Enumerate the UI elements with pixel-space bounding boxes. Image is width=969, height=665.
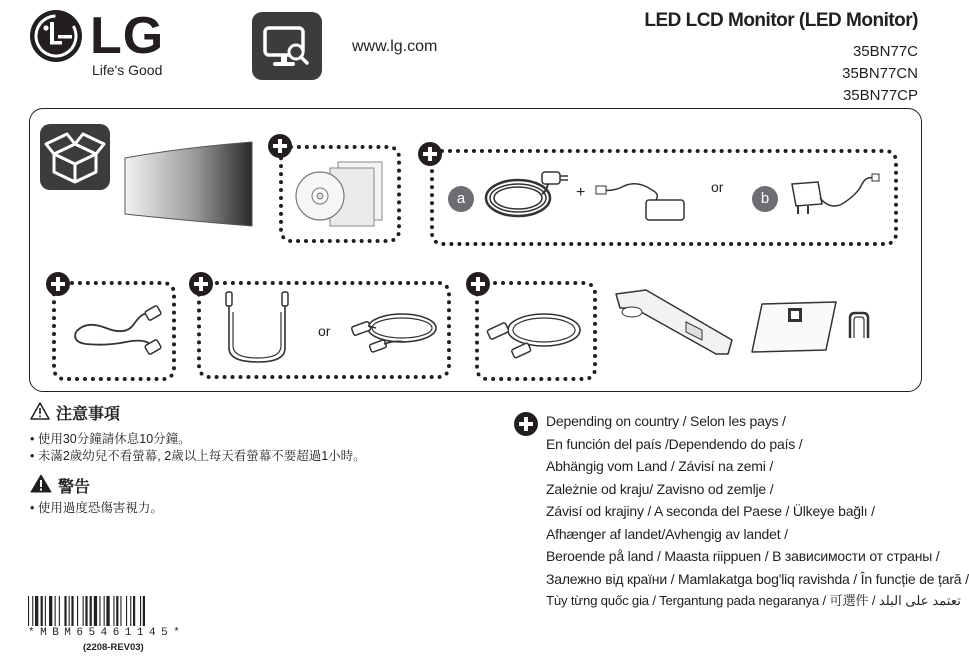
barcode-bar [126,596,127,626]
barcode-bar [69,596,70,626]
stand-base-image [748,298,840,356]
cd-and-manuals-image [294,160,386,226]
barcode-bar [71,596,73,626]
barcode-bar [140,596,141,626]
barcode-number: *MBM65461145* [28,627,186,639]
country-line: Beroende på land / Maasta riippuen / В зависимости от страны / [546,548,940,564]
barcode-bar [85,596,87,626]
model-number: 35BN77C [852,43,918,60]
barcode-icon [28,596,188,626]
model-number: 35BN77CN [842,65,918,82]
barcode-bar [35,596,38,626]
plus-sign: + [576,184,586,201]
model-list [842,41,918,107]
model-number: 35BN77CP [842,87,918,104]
lg-logo-icon [28,8,84,64]
country-line: Tùy từng quốc gia / Tergantung pada negaranya / 可選件 / تعتمد على البلد [546,593,961,608]
barcode-bar [143,596,145,626]
plus-circle-icon [514,412,538,436]
option-a-badge: a [448,186,474,212]
country-line: Залежно від країни / Mamlakatga bog'liq ravishda / În funcție de țară / [546,570,969,587]
document-title: LED LCD Monitor (LED Monitor) [644,10,918,31]
or-label: or [318,323,331,339]
barcode-bar [99,596,100,626]
revision-code: (2208-REV03) [83,642,144,653]
barcode-bar [45,596,46,626]
country-line: Závisí od krajiny / A seconda del Paese / Ülkeye bağlı / [546,503,875,519]
barcode-bar [133,596,135,626]
barcode-bar [77,596,78,626]
barcode-bar [130,596,131,626]
caution-heading: 注意事項 [56,406,121,423]
barcode-bar [104,596,105,626]
usb-cable-image [484,302,588,366]
plus-circle-icon [418,142,442,166]
barcode-bar [64,596,66,626]
caution-line: • 使用30分鐘請休息10分鐘。 [30,432,191,446]
barcode-bar [49,596,52,626]
caution-triangle-icon [30,402,50,420]
warning-line: • 使用過度恐傷害視力。 [30,501,163,515]
barcode-bar [113,596,114,626]
country-line: Zależnie od kraju/ Zavisno od zemlje / [546,480,774,497]
power-cord-image [482,164,572,224]
cable-holder-image [846,310,872,340]
barcode-bar [28,596,29,626]
country-line: Afhænger af landet/Avhengig av landet / [546,525,788,542]
country-line: Abhängig vom Land / Závisí na zemi / [546,458,774,474]
barcode-bar [94,596,97,626]
barcode-bar [106,596,109,626]
hdmi-cable-image [66,302,166,362]
country-line: Depending on country / Selon les pays / [546,413,786,429]
plus-circle-icon [46,272,70,296]
ac-dc-adapter-image [594,178,689,226]
country-line: En función del país /Dependendo do país / [546,435,803,452]
box-contents-icon [40,124,110,190]
usb-c-to-a-cable-image [346,304,440,360]
option-b-badge: b [752,186,778,212]
warning-heading: 警告 [58,479,91,496]
brand-name: LG [90,7,165,65]
barcode-bar [83,596,84,626]
plus-circle-icon [466,272,490,296]
or-label: or [711,179,724,195]
usb-c-cable-image [218,288,298,368]
barcode-bar [32,596,33,626]
plus-circle-icon [268,134,292,158]
barcode-bar [55,596,56,626]
barcode-bar [41,596,43,626]
plus-circle-icon [189,272,213,296]
stand-arm-image [606,288,738,360]
website-link[interactable]: www.lg.com [352,38,438,55]
wall-adapter-image [788,170,883,222]
curved-monitor-image [120,140,255,230]
barcode-bar [116,596,118,626]
country-availability-note [546,410,969,613]
warning-triangle-icon [30,474,52,493]
barcode-bar [90,596,92,626]
barcode-bar [120,596,121,626]
monitor-search-icon [252,12,322,80]
barcode-bar [59,596,60,626]
brand-slogan: Life's Good [92,62,163,78]
caution-line: • 未滿2歲幼兒不看螢幕, 2歲以上每天看螢幕不要超過1小時。 [30,449,366,463]
